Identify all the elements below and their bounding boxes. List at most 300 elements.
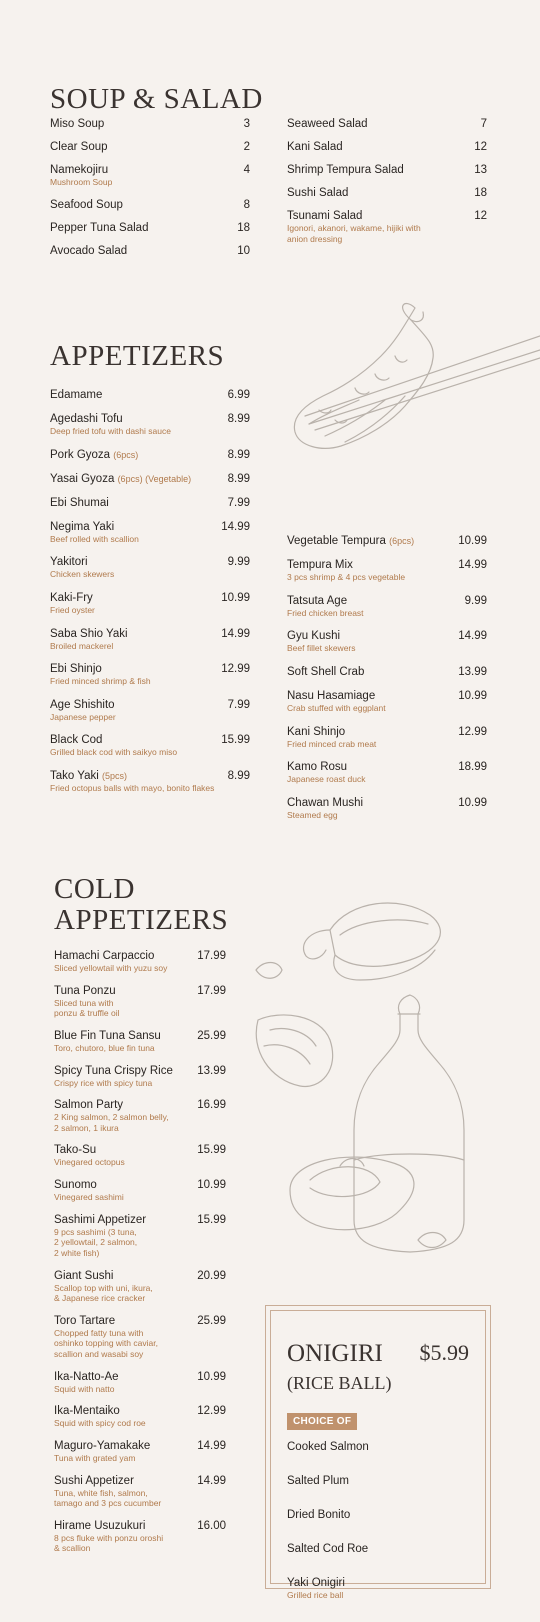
menu-item-description: Vinegared sashimi: [54, 1192, 124, 1202]
menu-item-name: Kaki-Fry: [50, 591, 93, 604]
onigiri-panel-inner: [270, 1310, 486, 1600]
menu-item-name: Pepper Tuna Salad: [50, 221, 149, 234]
menu-item-price: 18: [237, 221, 250, 234]
menu-item: [50, 556, 250, 580]
menu-item-name-wrap: [54, 950, 154, 962]
menu-item-row: [54, 1371, 226, 1383]
menu-item-name: Miso Soup: [50, 118, 105, 130]
menu-item-row: [50, 199, 250, 211]
menu-item-price: 25.99: [197, 1314, 226, 1327]
menu-item-name-wrap: [54, 1214, 146, 1226]
menu-item-row: [50, 521, 250, 533]
menu-item-tag: (6pcs): [389, 536, 415, 546]
menu-item-row: [287, 761, 487, 773]
menu-item-name-wrap: [287, 1475, 349, 1487]
menu-item-name-wrap: [287, 1441, 369, 1453]
menu-item-name: Hirame Usuzukuri: [54, 1519, 146, 1532]
menu-item-price: 14.99: [221, 520, 250, 533]
menu-item: [50, 473, 250, 485]
menu-item: [54, 1179, 226, 1203]
menu-item-row: [50, 473, 250, 485]
menu-item-price: 10.99: [458, 535, 487, 547]
menu-item-name-wrap: [54, 1475, 134, 1487]
menu-item-name-wrap: [50, 118, 104, 130]
menu-item: [50, 628, 250, 652]
menu-item: [287, 595, 487, 619]
menu-item-name-wrap: [287, 118, 368, 130]
onigiri-price: $5.99: [419, 1340, 469, 1365]
menu-item-price: 10.99: [197, 1370, 226, 1383]
menu-item-name: Avocado Salad: [50, 244, 128, 257]
menu-item-price: 6.99: [227, 389, 250, 401]
menu-item: [287, 1577, 477, 1601]
menu-item: [50, 164, 250, 188]
menu-item-description: Japanese pepper: [50, 711, 116, 722]
menu-item-row: [54, 1179, 226, 1191]
menu-item: [50, 199, 250, 211]
menu-item-name-wrap: [54, 1405, 120, 1417]
menu-item-name-wrap: [287, 726, 345, 738]
menu-item-name: Dried Bonito: [287, 1509, 351, 1521]
menu-item-name: Pork Gyoza: [50, 448, 111, 461]
menu-item-price: 18: [474, 187, 487, 199]
menu-item-name: Sushi Appetizer: [54, 1474, 134, 1487]
menu-item-row: [287, 797, 487, 809]
menu-item-price: 14.99: [458, 630, 487, 643]
menu-item: [50, 413, 250, 437]
menu-item: [54, 1030, 226, 1054]
menu-item-name-wrap: [50, 734, 102, 746]
menu-item-name-wrap: [50, 245, 127, 257]
menu-item-row: [54, 1475, 226, 1487]
soup-salad-right-column: [287, 118, 487, 255]
menu-item-name: Kani Shinjo: [287, 725, 346, 738]
menu-item-price: 12.99: [458, 725, 487, 738]
menu-item: [287, 761, 487, 785]
menu-item-description: Deep fried tofu with dashi sauce: [50, 426, 171, 436]
menu-item-price: 14.99: [221, 627, 250, 640]
menu-item-price: 7.99: [227, 496, 250, 509]
tempura-chopsticks-illustration: [285, 296, 540, 496]
menu-item-row: [54, 1099, 226, 1111]
menu-item-row: [287, 595, 487, 607]
soup-salad-left-column: [50, 118, 250, 268]
menu-item-name: Sushi Salad: [287, 187, 349, 199]
menu-item-row: [50, 497, 250, 509]
menu-item-name: Tsunami Salad: [287, 210, 363, 222]
menu-item-name-wrap: [54, 1065, 173, 1077]
menu-item-row: [54, 1315, 226, 1327]
menu-item-price: 12: [474, 210, 487, 222]
menu-item: [54, 1440, 226, 1464]
menu-item-description: Squid with natto: [54, 1383, 115, 1394]
menu-item: [50, 734, 250, 758]
menu-item-row: [54, 1520, 226, 1532]
menu-item-name: Ebi Shumai: [50, 496, 109, 509]
menu-item-name: Ebi Shinjo: [50, 663, 102, 676]
menu-item-name: Agedashi Tofu: [50, 413, 123, 425]
menu-item-description: Beef fillet skewers: [287, 643, 356, 654]
menu-item-name-wrap: [287, 535, 414, 547]
menu-item-name-wrap: [50, 164, 108, 176]
menu-item-row: [287, 210, 487, 222]
menu-item-price: 20.99: [197, 1269, 226, 1282]
menu-item-row: [54, 1214, 226, 1226]
menu-item-description: Mushroom Soup: [50, 177, 113, 187]
menu-item-name-wrap: [50, 628, 128, 640]
menu-item: [54, 1520, 226, 1554]
menu-item-description: Tuna with grated yam: [54, 1452, 136, 1463]
menu-item: [54, 1214, 226, 1259]
menu-item-price: 10.99: [197, 1179, 226, 1191]
menu-item-row: [287, 1543, 477, 1555]
menu-item-name: Tuna Ponzu: [54, 984, 116, 997]
menu-item-price: 10.99: [458, 796, 487, 809]
menu-item-name-wrap: [54, 1144, 96, 1156]
menu-item-row: [287, 1475, 477, 1487]
menu-item-price: 9.99: [227, 556, 250, 569]
menu-item-row: [287, 1441, 477, 1453]
menu-item-name: Sunomo: [54, 1179, 97, 1191]
menu-item-name: Cooked Salmon: [287, 1441, 369, 1453]
menu-item-tag: (6pcs): [113, 449, 139, 460]
cold-appetizers-title: [54, 874, 228, 935]
menu-item-name-wrap: [287, 690, 375, 702]
menu-item-name: Maguro-Yamakake: [54, 1439, 151, 1452]
menu-item-row: [50, 222, 250, 234]
menu-item-description: Scallop top with uni, ikura, & Japanese rice cracker: [54, 1282, 153, 1304]
menu-item-price: 14.99: [458, 559, 487, 571]
menu-item-name-wrap: [287, 187, 348, 199]
menu-item-name: Toro Tartare: [54, 1314, 116, 1327]
menu-item-row: [287, 164, 487, 176]
menu-item: [287, 726, 487, 750]
menu-item-name: Kamo Rosu: [287, 761, 348, 774]
menu-item: [50, 449, 250, 461]
menu-item-name: Yakitori: [50, 556, 88, 569]
menu-item-row: [287, 141, 487, 153]
menu-item-price: 10.99: [458, 689, 487, 702]
menu-item-description: 8 pcs fluke with ponzu oroshi & scallion: [54, 1532, 164, 1554]
menu-item-name-wrap: [50, 141, 108, 153]
menu-item-price: 13.99: [458, 665, 487, 678]
menu-item-row: [50, 699, 250, 711]
menu-item-name-wrap: [287, 630, 340, 642]
menu-item-description: 3 pcs shrimp & 4 pcs vegetable: [287, 572, 406, 582]
menu-item-price: 13: [474, 164, 487, 176]
menu-item: [54, 1475, 226, 1509]
menu-item-name-wrap: [287, 1509, 350, 1521]
menu-item-name-wrap: [50, 413, 123, 425]
menu-item: [287, 1441, 477, 1465]
cold-appetizers-column: [54, 950, 226, 1565]
menu-item: [50, 770, 250, 794]
menu-item-name: Salmon Party: [54, 1099, 124, 1112]
menu-item: [54, 1315, 226, 1360]
menu-item: [287, 666, 487, 678]
menu-item-row: [54, 1030, 226, 1042]
menu-item: [50, 663, 250, 687]
menu-item-name-wrap: [287, 559, 353, 571]
menu-item-name: Age Shishito: [50, 698, 115, 711]
menu-item-description: Chopped fatty tuna with oshinko topping with caviar, scallion and wasabi soy: [54, 1327, 158, 1359]
menu-item-name: Soft Shell Crab: [287, 665, 365, 678]
menu-item-price: 25.99: [197, 1029, 226, 1042]
menu-item-description: Broiled mackerel: [50, 640, 114, 651]
menu-item-name-wrap: [54, 1099, 123, 1111]
menu-item-description: Chicken skewers: [50, 569, 115, 580]
menu-item: [54, 1270, 226, 1304]
menu-item-description: Crispy rice with spicy tuna: [54, 1077, 153, 1088]
menu-item-row: [287, 559, 487, 571]
menu-item-name-wrap: [50, 770, 127, 782]
menu-item-name-wrap: [287, 595, 347, 607]
menu-item-description: Steamed egg: [287, 809, 338, 820]
menu-item-description: Fried chicken breast: [287, 607, 364, 618]
menu-item-name-wrap: [287, 1543, 368, 1555]
menu-item-row: [287, 118, 487, 130]
menu-item-row: [287, 630, 487, 642]
menu-item-name-wrap: [50, 521, 114, 533]
menu-item-name-wrap: [54, 985, 116, 997]
menu-item-price: 14.99: [197, 1439, 226, 1452]
menu-item-row: [54, 1065, 226, 1077]
menu-item-name: Hamachi Carpaccio: [54, 950, 155, 962]
menu-item-description: Fried oyster: [50, 604, 95, 615]
onigiri-title: ONIGIRI: [287, 1340, 383, 1367]
menu-item-price: 17.99: [197, 950, 226, 962]
menu-item: [50, 521, 250, 545]
menu-item: [287, 118, 487, 130]
menu-item-price: 18.99: [458, 761, 487, 774]
cold-appetizers-title-line1: COLD: [54, 873, 135, 905]
menu-item-price: 2: [243, 141, 250, 153]
menu-item-row: [50, 663, 250, 675]
menu-item-name: Sashimi Appetizer: [54, 1213, 147, 1226]
menu-item-name: Tatsuta Age: [287, 594, 348, 607]
menu-item: [50, 222, 250, 234]
menu-item-name: Tempura Mix: [287, 559, 353, 571]
menu-item-description: Sliced yellowtail with yuzu soy: [54, 963, 168, 973]
menu-item-name-wrap: [50, 592, 93, 604]
menu-item: [50, 699, 250, 723]
menu-item-price: 12.99: [221, 663, 250, 676]
appetizers-title: APPETIZERS: [50, 340, 225, 372]
menu-item-name: Blue Fin Tuna Sansu: [54, 1029, 161, 1042]
menu-item-row: [287, 187, 487, 199]
menu-item-name: Salted Plum: [287, 1475, 350, 1487]
menu-item-price: 16.00: [197, 1519, 226, 1532]
menu-item: [287, 690, 487, 714]
menu-item: [287, 187, 487, 199]
menu-item: [287, 630, 487, 654]
menu-item-name-wrap: [50, 199, 123, 211]
menu-item-name-wrap: [50, 497, 109, 509]
menu-item-row: [54, 1405, 226, 1417]
menu-item-row: [54, 1144, 226, 1156]
menu-item: [50, 497, 250, 509]
menu-item-name: Chawan Mushi: [287, 796, 364, 809]
menu-item-row: [50, 449, 250, 461]
menu-item-price: 4: [243, 164, 250, 176]
menu-item: [54, 1099, 226, 1133]
menu-item: [50, 245, 250, 257]
menu-item-name-wrap: [50, 699, 115, 711]
menu-item-price: 10.99: [221, 591, 250, 604]
menu-item: [54, 1065, 226, 1089]
menu-item-description: Tuna, white fish, salmon, tamago and 3 pcs cucumber: [54, 1487, 162, 1509]
menu-item-name-wrap: [287, 141, 343, 153]
menu-item: [287, 210, 487, 244]
menu-item-name: Black Cod: [50, 734, 103, 747]
menu-item-row: [54, 950, 226, 962]
menu-item-price: 7: [480, 118, 487, 130]
menu-item-name: Yasai Gyoza: [50, 472, 115, 485]
menu-item-name: Spicy Tuna Crispy Rice: [54, 1064, 173, 1077]
menu-item-row: [50, 389, 250, 401]
menu-item: [287, 141, 487, 153]
choice-of-badge: CHOICE OF: [287, 1413, 357, 1430]
menu-item-tag: (6pcs) (Vegetable): [117, 473, 192, 484]
menu-item-name: Seafood Soup: [50, 198, 123, 211]
menu-item: [54, 1144, 226, 1168]
menu-item-name-wrap: [54, 1179, 97, 1191]
appetizers-left-column: [50, 389, 250, 806]
menu-item-row: [50, 770, 250, 782]
menu-item: [54, 985, 226, 1019]
sushi-sake-illustration: [250, 890, 490, 1280]
menu-item-name: Ika-Natto-Ae: [54, 1370, 119, 1383]
menu-item-name: Vegetable Tempura: [287, 535, 386, 547]
menu-item-price: 17.99: [197, 984, 226, 997]
menu-item-description: Grilled rice ball: [287, 1590, 344, 1600]
menu-item-price: 7.99: [227, 698, 250, 711]
menu-item-row: [50, 118, 250, 130]
menu-item-description: Grilled black cod with saikyo miso: [50, 747, 178, 758]
menu-item-name-wrap: [50, 389, 102, 401]
menu-item: [287, 797, 487, 821]
menu-item-row: [54, 1440, 226, 1452]
menu-item-row: [54, 985, 226, 997]
onigiri-choices-list: [287, 1441, 477, 1611]
menu-item-price: 12.99: [197, 1405, 226, 1418]
menu-item-name: Tako Yaki: [50, 770, 99, 782]
menu-item-name: Seaweed Salad: [287, 118, 368, 130]
menu-item: [287, 1475, 477, 1499]
menu-item-price: 13.99: [197, 1064, 226, 1077]
menu-item-price: 8: [243, 198, 250, 211]
menu-item: [287, 1509, 477, 1533]
menu-item-name: Ika-Mentaiko: [54, 1405, 120, 1418]
menu-item-row: [287, 690, 487, 702]
menu-item: [54, 950, 226, 974]
menu-item-row: [287, 666, 487, 678]
menu-item-name: Namekojiru: [50, 164, 109, 176]
menu-item-name-wrap: [50, 222, 148, 234]
menu-item-price: 15.99: [221, 734, 250, 747]
menu-item-row: [50, 141, 250, 153]
menu-item-name-wrap: [287, 666, 364, 678]
onigiri-panel: [265, 1305, 491, 1600]
menu-item-price: 8.99: [227, 448, 250, 461]
menu-item-row: [50, 592, 250, 604]
menu-item-name: Tako-Su: [54, 1144, 97, 1157]
menu-item: [54, 1371, 226, 1395]
menu-item-name: Yaki Onigiri: [287, 1577, 345, 1589]
menu-item: [50, 592, 250, 616]
menu-item: [287, 164, 487, 176]
menu-item-name: Saba Shio Yaki: [50, 627, 128, 640]
menu-item-name-wrap: [50, 449, 138, 461]
menu-item-price: 15.99: [197, 1144, 226, 1157]
menu-item-description: Vinegared octopus: [54, 1157, 125, 1168]
menu-item-name-wrap: [54, 1270, 113, 1282]
menu-item-name-wrap: [287, 210, 362, 222]
menu-item-name: Shrimp Tempura Salad: [287, 164, 404, 176]
menu-item-row: [50, 556, 250, 568]
menu-item-name: Salted Cod Roe: [287, 1543, 369, 1555]
menu-item-name: Clear Soup: [50, 141, 108, 153]
menu-item-description: Fried minced shrimp & fish: [50, 676, 151, 687]
menu-item-name-wrap: [50, 473, 191, 485]
menu-item-description: Crab stuffed with eggplant: [287, 702, 386, 713]
menu-item-price: 8.99: [227, 413, 250, 425]
menu-item-description: Fried octopus balls with mayo, bonito flakes: [50, 783, 215, 793]
menu-item: [54, 1405, 226, 1429]
menu-item-name-wrap: [54, 1030, 161, 1042]
menu-item-description: Squid with spicy cod roe: [54, 1418, 146, 1429]
menu-item-name-wrap: [287, 761, 347, 773]
menu-item-name-wrap: [54, 1440, 150, 1452]
menu-item-row: [287, 726, 487, 738]
menu-item-description: Beef rolled with scallion: [50, 533, 139, 544]
menu-item-row: [50, 413, 250, 425]
menu-item-name-wrap: [54, 1520, 145, 1532]
menu-item-name: Gyu Kushi: [287, 630, 341, 643]
menu-item-description: Sliced tuna with ponzu & truffle oil: [54, 997, 120, 1019]
menu-item-row: [54, 1270, 226, 1282]
menu-item-row: [287, 1577, 477, 1589]
menu-item-price: 9.99: [464, 594, 487, 607]
menu-item-description: Japanese roast duck: [287, 774, 366, 785]
menu-item-description: Fried minced crab meat: [287, 738, 377, 749]
menu-item-price: 15.99: [197, 1213, 226, 1226]
appetizers-right-column: [287, 535, 487, 832]
menu-item-price: 10: [237, 244, 250, 257]
menu-item-row: [50, 164, 250, 176]
menu-item-name-wrap: [54, 1315, 115, 1327]
menu-item-name-wrap: [287, 797, 363, 809]
menu-item: [50, 118, 250, 130]
menu-item-name-wrap: [287, 164, 404, 176]
menu-item-row: [287, 1509, 477, 1521]
menu-item: [287, 559, 487, 583]
menu-item-name: Edamame: [50, 389, 103, 401]
menu-item-row: [50, 245, 250, 257]
menu-item-price: 3: [243, 118, 250, 130]
cold-appetizers-title-line2: APPETIZERS: [54, 903, 229, 936]
menu-item-name-wrap: [50, 556, 88, 568]
menu-item: [50, 141, 250, 153]
menu-item: [287, 535, 487, 547]
menu-item-description: 9 pcs sashimi (3 tuna, 2 yellowtail, 2 salmon, 2 white fish): [54, 1226, 138, 1258]
menu-item-name-wrap: [54, 1371, 119, 1383]
menu-item-name: Giant Sushi: [54, 1269, 114, 1282]
menu-item-row: [50, 734, 250, 746]
menu-item-row: [287, 535, 487, 547]
menu-item-row: [50, 628, 250, 640]
menu-item-price: 8.99: [227, 472, 250, 485]
